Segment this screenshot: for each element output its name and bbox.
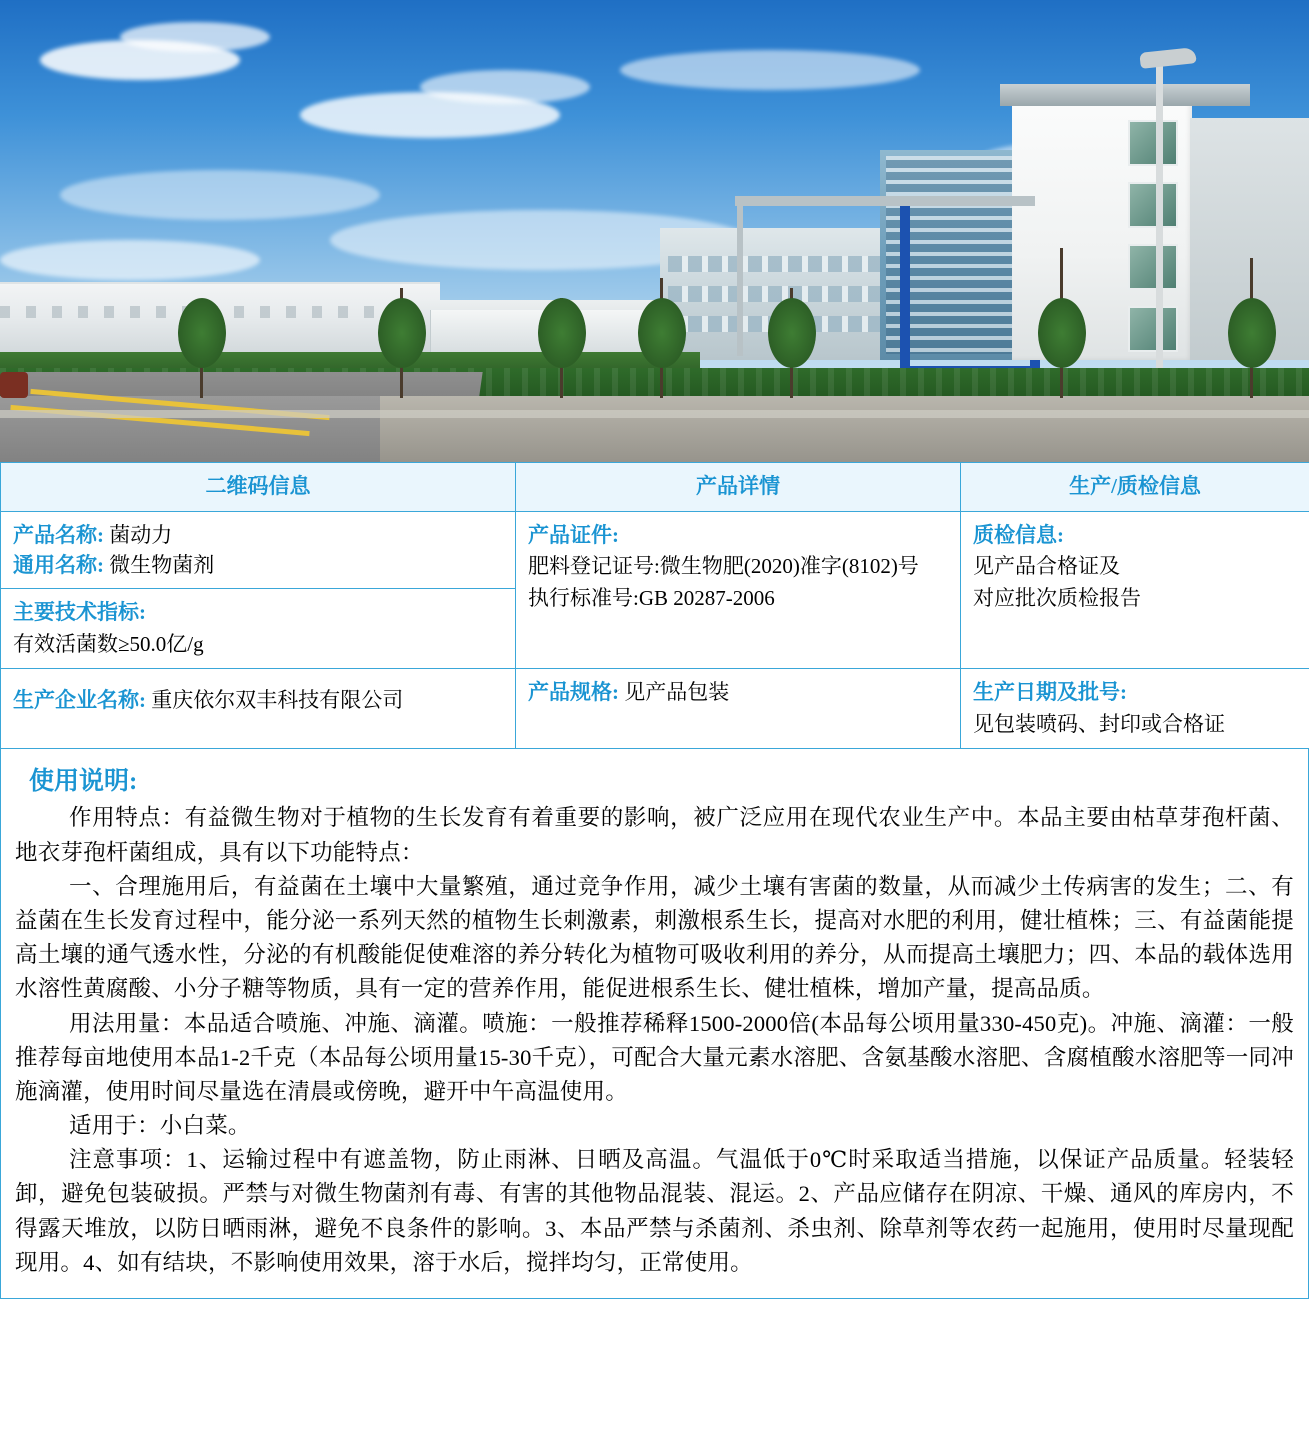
cell-tech-index: [1, 589, 516, 669]
cell-product-names: [1, 511, 516, 589]
street-lamp-head: [1139, 47, 1196, 69]
general-name-line: [13, 550, 503, 580]
cloud-shape: [120, 22, 270, 52]
product-name-label: 产品名称:: [13, 522, 104, 547]
tree-crown: [178, 298, 226, 368]
tree: [560, 298, 563, 398]
tower-window: [1128, 120, 1178, 166]
cloud-shape: [0, 240, 260, 280]
cell-production-date: [961, 669, 1309, 749]
header-qr-info: 二维码信息: [1, 463, 516, 512]
tree-crown: [768, 298, 816, 368]
window-band: [668, 256, 882, 272]
table-row: [1, 511, 1309, 589]
spec-label: 产品规格:: [528, 680, 619, 705]
cell-spec: [516, 669, 961, 749]
parked-vehicle: [0, 372, 28, 398]
tower-window: [1128, 244, 1178, 290]
general-name-value: 微生物菌剂: [109, 552, 215, 577]
production-date-value: 见包装喷码、封印或合格证: [973, 711, 1225, 736]
steel-column: [737, 206, 743, 356]
manufacturer-label: 生产企业名称:: [13, 688, 146, 713]
tree: [660, 278, 663, 398]
tree-crown: [538, 298, 586, 368]
cloud-shape: [620, 50, 920, 90]
usage-paragraph-features: 作用特点：有益微生物对于植物的生长发育有着重要的影响，被广泛应用在现代农业生产中。本品主要由枯草芽孢杆菌、地衣芽孢杆菌组成，具有以下功能特点：: [15, 805, 1294, 865]
tree-crown: [1038, 298, 1086, 368]
qc-line-2: 对应批次质检报告: [973, 585, 1141, 610]
usage-paragraph-dosage: 用法用量：本品适合喷施、冲施、滴灌。喷施：一般推荐稀释1500-2000倍(本品每公顷用量330-450克)。冲施、滴灌：一般推荐每亩地使用本品1-2千克（本品每公顷用量15-30千克），可配合大量元素水溶肥、含氨基酸水溶肥、含腐植酸水溶肥等一同冲施滴灌，使用时间尽量选在清晨或傍晚，避开中午高温使用。: [15, 1010, 1294, 1104]
tech-index-label: 主要技术指标:: [13, 600, 146, 625]
cloud-shape: [60, 170, 380, 220]
header-production-qc: 生产/质检信息: [961, 463, 1309, 512]
roof-cap: [1000, 84, 1250, 106]
tower-window: [1128, 182, 1178, 228]
production-date-label: 生产日期及批号:: [973, 680, 1127, 705]
certificate-label: 产品证件:: [528, 522, 619, 547]
certificate-standard-number: 执行标准号:GB 20287-2006: [528, 585, 775, 610]
usage-paragraph-cautions: 注意事项：1、运输过程中有遮盖物，防止雨淋、日晒及高温。气温低于0℃时采取适当措施，以保证产品质量。轻装轻卸，避免包装破损。严禁与对微生物菌剂有毒、有害的其他物品混装、混运。2、产品应储存在阴凉、干燥、通风的库房内，不得露天堆放，以防日晒雨淋，避免不良条件的影响。3、本品严禁与杀菌剂、杀虫剂、除草剂等农药一起施用，使用时尽量现配现用。4、如有结块，不影响使用效果，溶于水后，搅拌均匀，正常使用。: [15, 1147, 1294, 1275]
usage-paragraph-functions: 一、合理施用后，有益菌在土壤中大量繁殖，通过竞争作用，减少土壤有害菌的数量，从而减少土传病害的发生；二、有益菌在生长发育过程中，能分泌一系列天然的植物生长刺激素，刺激根系生长，提高对水肥的利用，健壮植株；三、有益菌能提高土壤的通气透水性，分泌的有机酸能促使难溶的养分转化为植物可吸收利用的养分，从而提高土壤肥力；四、本品的载体选用水溶性黄腐酸、小分子糖等物质，具有一定的营养作用，能促进根系生长、健壮植株，增加产量，提高品质。: [15, 873, 1294, 1002]
cell-qc-info: [961, 511, 1309, 669]
manufacturer-value: 重庆依尔双丰科技有限公司: [151, 688, 404, 713]
kerb: [0, 410, 1309, 418]
product-name-value: 菌动力: [109, 522, 173, 547]
cloud-shape: [420, 70, 590, 104]
spec-value: 见产品包装: [624, 680, 730, 705]
window-band: [668, 286, 882, 302]
tower-window: [1128, 306, 1178, 352]
usage-paragraph-crops: 适用于：小白菜。: [69, 1113, 251, 1139]
street-lamp-post: [1156, 52, 1163, 404]
certificate-registration-number: 肥料登记证号:微生物肥(2020)准字(8102)号: [528, 554, 919, 578]
qc-line-1: 见产品合格证及: [973, 554, 1120, 578]
tree: [790, 288, 793, 398]
usage-instructions-section: [0, 749, 1309, 1299]
tree: [1060, 248, 1063, 398]
tree: [400, 288, 403, 398]
product-info-table: [0, 462, 1309, 749]
cell-product-certificate: [516, 511, 961, 669]
tree-crown: [1228, 298, 1276, 368]
cell-manufacturer: [1, 669, 516, 749]
factory-photo: [0, 0, 1309, 462]
tree-crown: [378, 298, 426, 368]
sidewalk: [380, 396, 1309, 462]
steel-truss: [735, 196, 1035, 206]
qc-label: 质检信息:: [973, 522, 1064, 547]
header-product-detail: 产品详情: [516, 463, 961, 512]
table-header-row: [1, 463, 1309, 512]
tree: [200, 308, 203, 398]
tree-crown: [638, 298, 686, 368]
general-name-label: 通用名称:: [13, 552, 104, 577]
tech-index-value: 有效活菌数≥50.0亿/g: [13, 631, 204, 656]
tree: [1250, 258, 1253, 398]
usage-title: 使用说明:: [29, 768, 138, 796]
product-name-line: [13, 520, 503, 550]
table-row: [1, 669, 1309, 749]
